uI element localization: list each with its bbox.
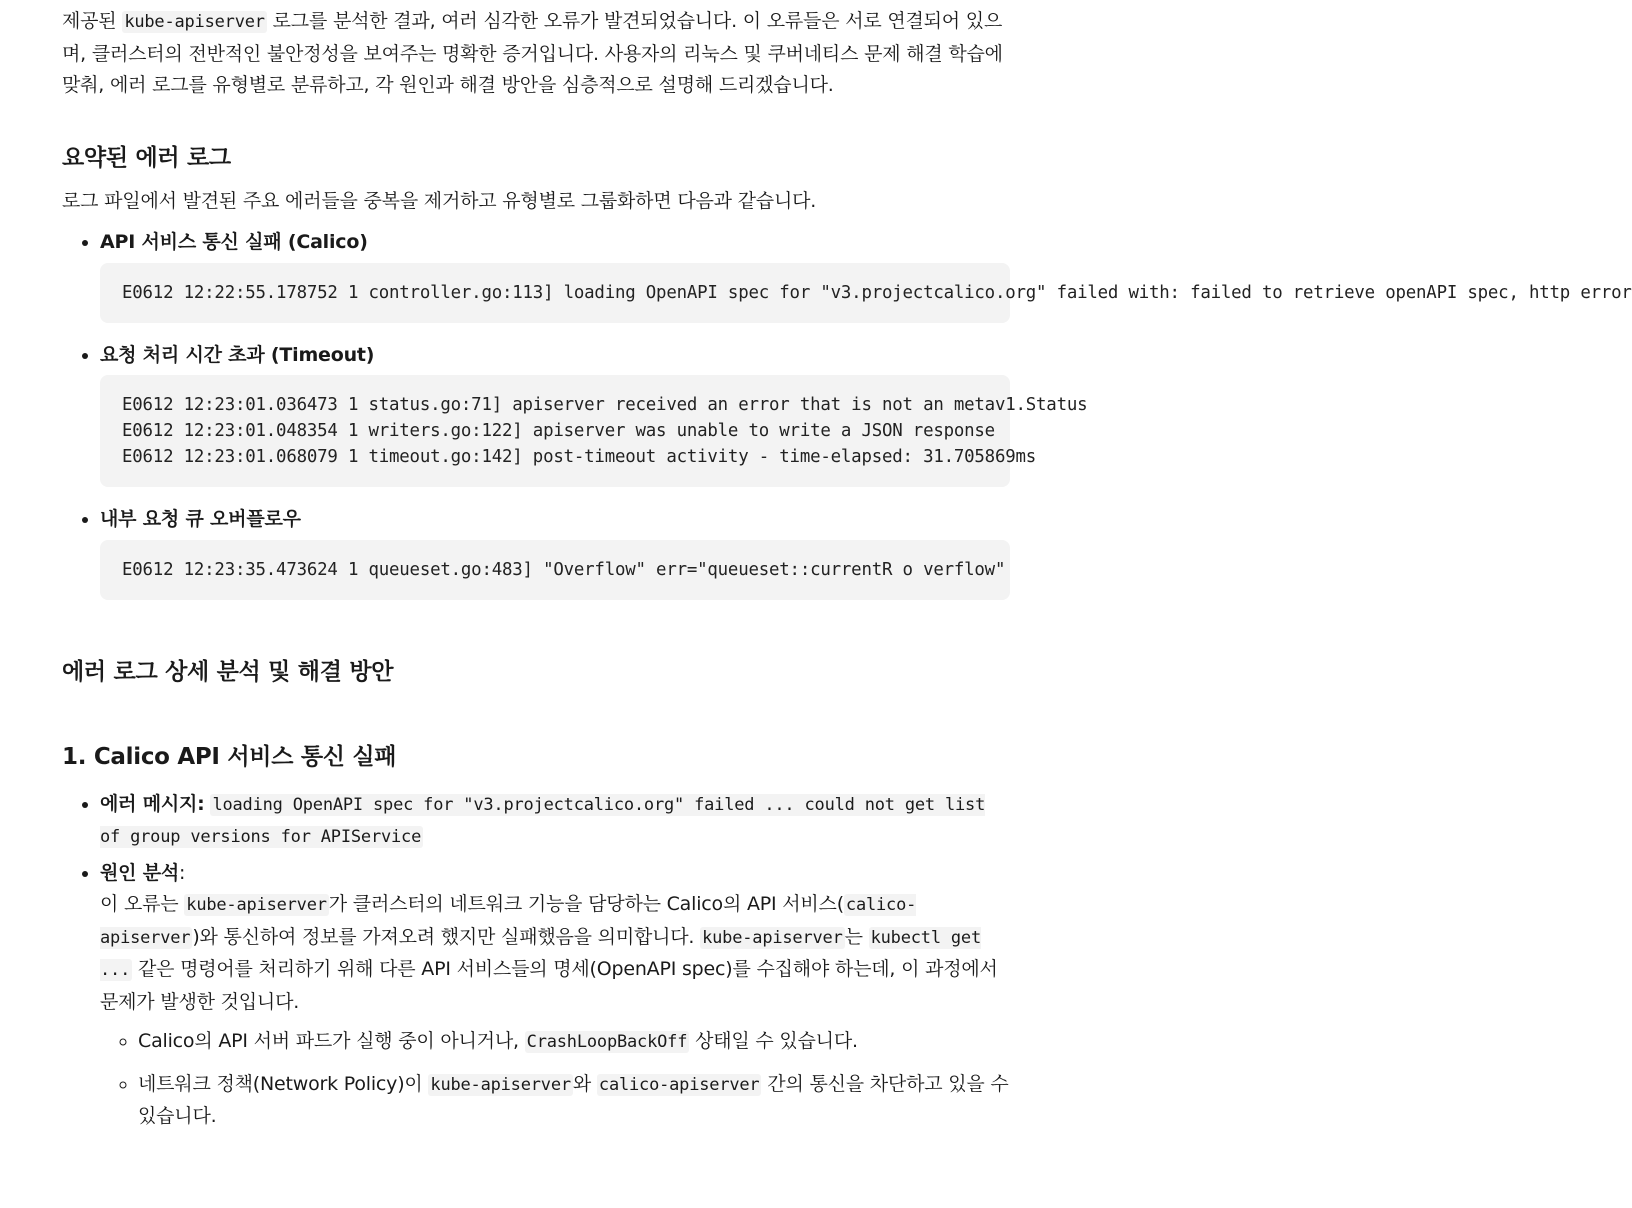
code-line: E0612 12:23:01.068079 1 timeout.go:142] post-timeout activity - time-elapsed: 31.705869ms <box>122 447 1037 467</box>
cause-text: 같은 명령어를 처리하기 위해 다른 API 서비스들의 명세(OpenAPI spec)를 수집해야 하는데, 이 과정에서 문제가 발생한 것입니다. <box>100 958 998 1013</box>
inline-code: calico-apiserver <box>598 1074 760 1095</box>
code-line: E0612 12:23:01.048354 1 writers.go:122] apiserver was unable to write a JSON response <box>122 421 995 441</box>
error-group-label: 내부 요청 큐 오버플로우 <box>100 508 301 530</box>
colon: : <box>179 861 186 884</box>
code-line: E0612 12:23:35.473624 1 queueset.go:483] "Overflow" err="queueset::currentR o verflow" <box>122 559 1006 580</box>
document-body <box>62 6 1632 1143</box>
cause-text: )와 통신하여 정보를 가져오려 했지만 실패했음을 의미합니다. <box>192 925 701 948</box>
inline-code: loading OpenAPI spec for "v3.projectcalico.org" failed ... could not get list of group versions for APIService <box>100 794 986 847</box>
intro-text: 제공된 <box>62 10 123 32</box>
inline-code: kube-apiserver <box>702 927 843 948</box>
cause-analysis-label: 원인 분석 <box>100 861 180 884</box>
inline-code: kube-apiserver <box>430 1074 571 1095</box>
error-group-label: 요청 처리 시간 초과 (Timeout) <box>100 343 375 366</box>
inline-code: calico-apiserver <box>100 895 917 948</box>
inline-code: kubectl get ... <box>100 927 981 980</box>
sub-text: 간의 통신을 차단하고 있을 수 있습니다. <box>138 1072 1009 1127</box>
error-message-label: 에러 메시지: <box>100 792 205 815</box>
sub-text: 네트워크 정책(Network Policy)이 <box>138 1072 429 1095</box>
cause-analysis-item <box>100 858 1010 1133</box>
error-group-overflow <box>100 504 1010 600</box>
error-message-item <box>100 789 1010 854</box>
code-block[interactable] <box>100 540 1010 600</box>
code-block[interactable] <box>100 263 1632 323</box>
inline-code: kube-apiserver <box>186 895 327 915</box>
sub-text: Calico의 API 서버 파드가 실행 중이 아니거나, <box>138 1030 525 1052</box>
intro-paragraph <box>62 6 1010 102</box>
summary-description: 로그 파일에서 발견된 주요 에러들을 중복을 제거하고 유형별로 그룹화하면 다음과 같습니다. <box>62 189 817 212</box>
code-block[interactable] <box>100 375 1088 487</box>
code-line: E0612 12:23:01.036473 1 status.go:71] apiserver received an error that is not an metav1.Status <box>122 395 1088 415</box>
cause-subitem <box>138 1069 1010 1133</box>
error-group-list <box>62 227 1632 600</box>
inline-code: CrashLoopBackOff <box>526 1032 688 1052</box>
error-group-label: API 서비스 통신 실패 (Calico) <box>100 231 368 253</box>
cause-sublist <box>100 1026 1010 1133</box>
cause-text: 이 오류는 <box>100 893 185 915</box>
intro-text: 로그를 분석한 결과, 여러 심각한 오류가 발견되었습니다. 이 오류들은 서로 연결되어 있으며, 클러스터의 전반적인 불안정성을 보여주는 명확한 증거입니다. 사용자의 리눅스 및 쿠버네티스 문제 해결 학습에 맞춰, 에러 로그를 유형별로 분류하고, 각 원인과 해결 방안을 심층적으로 설명해 드리겠습니다. <box>62 10 1003 96</box>
section1-heading: 1. Calico API 서비스 통신 실패 <box>62 743 397 770</box>
cause-text: 가 클러스터의 네트워크 기능을 담당하는 Calico의 API 서비스( <box>328 893 844 915</box>
error-group-timeout <box>100 340 1088 488</box>
sub-text: 상태일 수 있습니다. <box>689 1030 858 1052</box>
summary-heading: 요약된 에러 로그 <box>62 144 231 171</box>
error-group-calico <box>100 227 1632 323</box>
detail-heading: 에러 로그 상세 분석 및 해결 방안 <box>62 658 394 685</box>
cause-text: 는 <box>844 925 869 948</box>
inline-code: kube-apiserver <box>124 12 265 32</box>
code-line: E0612 12:22:55.178752 1 controller.go:113] loading OpenAPI spec for "v3.projectcalico.org" failed with: failed to retrieve openAPI spec, http error <box>122 282 1632 303</box>
sub-text: 와 <box>572 1072 597 1095</box>
cause-subitem <box>138 1026 1010 1059</box>
section1-list <box>62 789 1010 1133</box>
